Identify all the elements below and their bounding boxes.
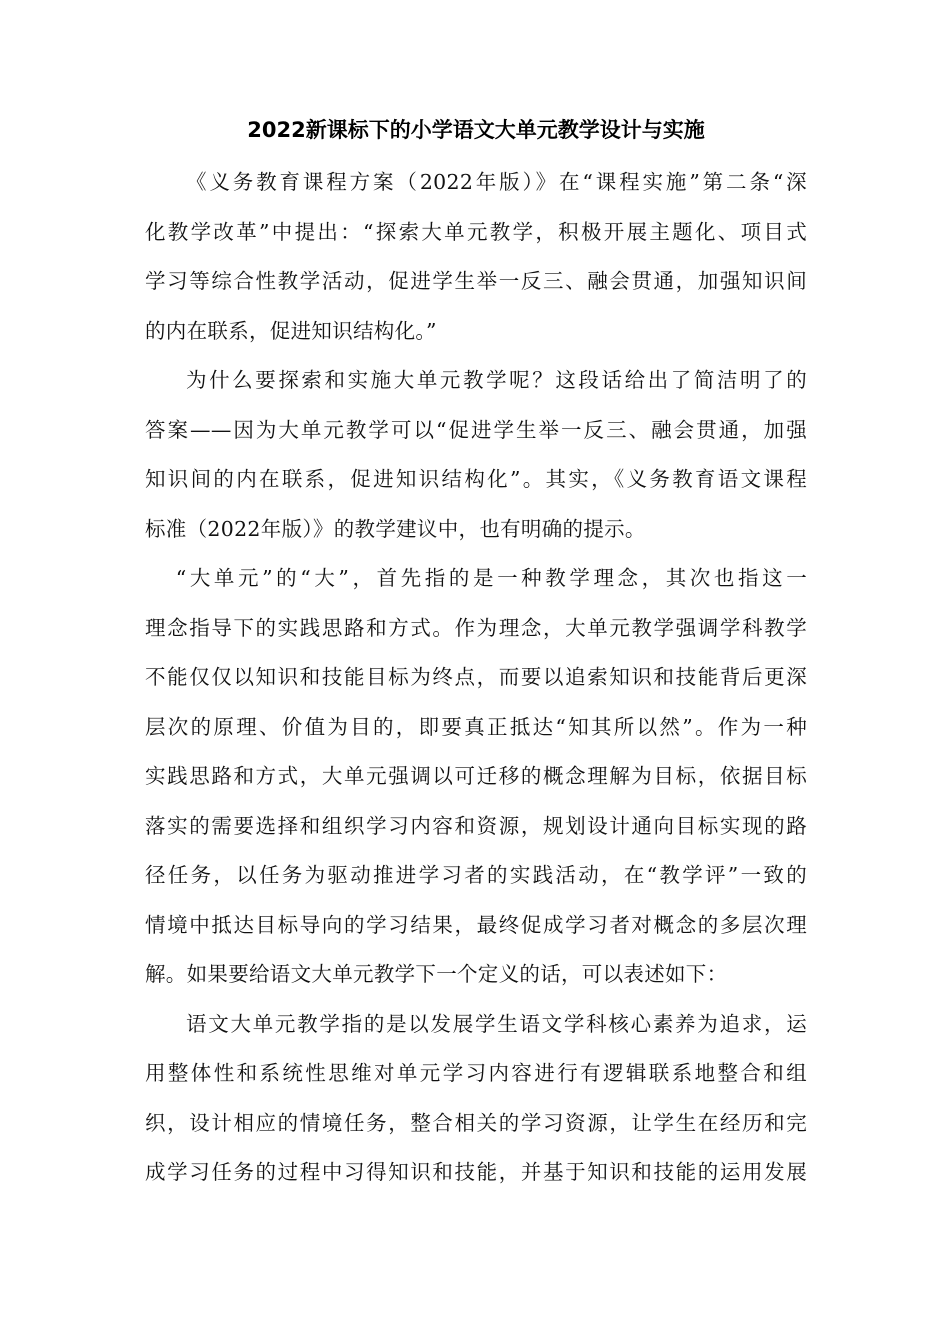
paragraph-line: 学习等综合性教学活动，促进学生举一反三、融会贯通，加强知识间 (145, 269, 807, 293)
paragraph-line: 情境中抵达目标导向的学习结果，最终促成学习者对概念的多层次理 (145, 912, 807, 937)
paragraph-line: 标准（2022年版）》的教学建议中，也有明确的提示。 (145, 516, 646, 541)
paragraph-1 (145, 158, 807, 356)
paragraph-line: 语文大单元教学指的是以发展学生语文学科核心素养为追求，运 (186, 1011, 807, 1036)
paragraph-line: 的内在联系，促进知识结构化。” (145, 318, 437, 343)
paragraph-line: 落实的需要选择和组织学习内容和资源，规划设计通向目标实现的路 (145, 813, 807, 838)
paragraph-line: 为什么要探索和实施大单元教学呢？这段话给出了简洁明了的 (186, 368, 807, 392)
paragraph-line: 知识间的内在联系，促进知识结构化”。其实，《义务教育语文课程 (145, 467, 807, 491)
paragraph-line: 《义务教育课程方案（2022年版）》在“课程实施”第二条“深 (186, 170, 807, 194)
paragraph-line: 层次的原理、价值为目的，即要真正抵达“知其所以然”。作为一种 (145, 714, 807, 739)
paragraph-line: 径任务，以任务为驱动推进学习者的实践活动，在“教学评”一致的 (145, 863, 807, 887)
paragraph-line: 化教学改革”中提出：“探索大单元教学，积极开展主题化、项目式 (145, 219, 807, 244)
paragraph-3 (145, 554, 807, 1000)
paragraph-2 (145, 356, 807, 554)
paragraph-line: 解。如果要给语文大单元教学下一个定义的话，可以表述如下： (145, 962, 728, 986)
paragraph-line: 用整体性和系统性思维对单元学习内容进行有逻辑联系地整合和组 (145, 1061, 807, 1085)
paragraph-line: 织，设计相应的情境任务，整合相关的学习资源，让学生在经历和完 (145, 1110, 807, 1135)
paragraph-4 (145, 1000, 807, 1198)
paragraph-line: 理念指导下的实践思路和方式。作为理念，大单元教学强调学科教学 (145, 615, 807, 640)
paragraph-line: 不能仅仅以知识和技能目标为终点，而要以追索知识和技能背后更深 (145, 665, 807, 689)
paragraph-line: 答案——因为大单元教学可以“促进学生举一反三、融会贯通，加强 (145, 417, 807, 442)
paragraph-line: 实践思路和方式，大单元强调以可迁移的概念理解为目标，依据目标 (145, 764, 807, 788)
document-page (145, 112, 807, 1198)
paragraph-line: “大单元”的“大”，首先指的是一种教学理念，其次也指这一 (175, 566, 807, 590)
paragraph-line: 成学习任务的过程中习得知识和技能，并基于知识和技能的运用发展 (145, 1160, 807, 1184)
document-title: 2022新课标下的小学语文大单元教学设计与实施 (247, 118, 705, 142)
